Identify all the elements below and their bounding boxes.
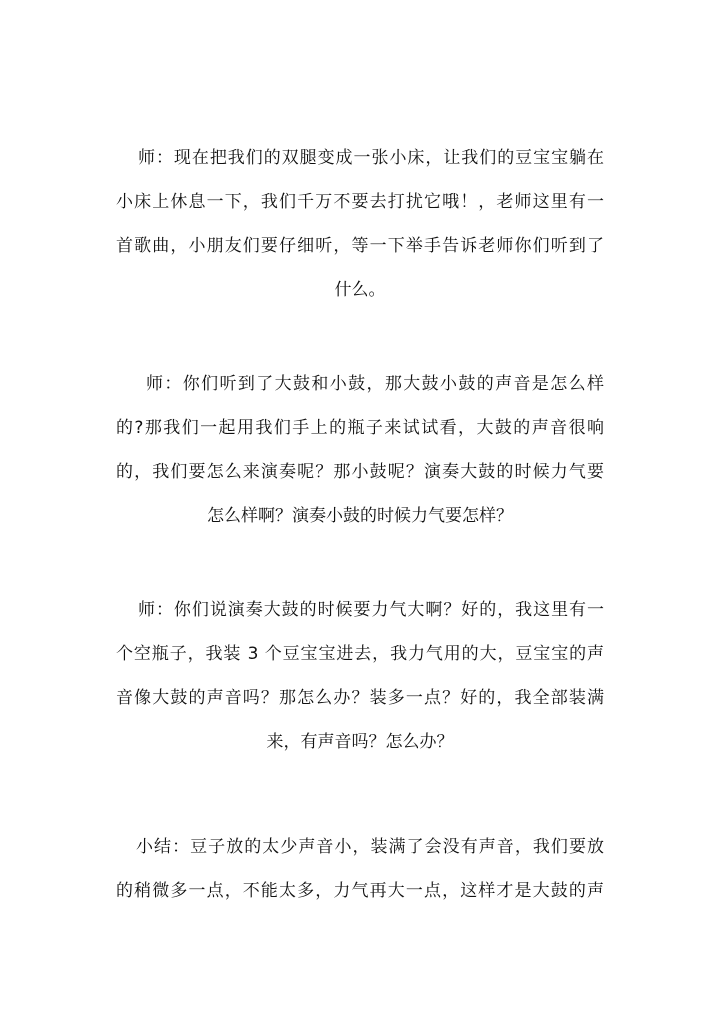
paragraph-line: 的，我们要怎么来演奏呢？那小鼓呢？演奏大鼓的时候力气要 bbox=[116, 462, 604, 482]
paragraph-line: 首歌曲，小朋友们要仔细听，等一下举手告诉老师你们听到了 bbox=[116, 236, 604, 256]
paragraph-line: 的?那我们一起用我们手上的瓶子来试试看，大鼓的声音很响 bbox=[116, 418, 604, 438]
paragraph-1 bbox=[116, 136, 604, 312]
paragraph-3 bbox=[116, 588, 604, 764]
paragraph-line: 师：你们听到了大鼓和小鼓，那大鼓小鼓的声音是怎么样 bbox=[146, 374, 604, 394]
paragraph-line: 个空瓶子，我装 3 个豆宝宝进去，我力气用的大，豆宝宝的声 bbox=[116, 644, 604, 664]
paragraph-4 bbox=[116, 825, 604, 913]
paragraph-line: 什么。 bbox=[334, 280, 386, 300]
paragraph-line: 怎么样啊？演奏小鼓的时候力气要怎样？ bbox=[207, 506, 513, 526]
paragraph-line: 师：现在把我们的双腿变成一张小床，让我们的豆宝宝躺在 bbox=[138, 148, 604, 168]
paragraph-line: 的稍微多一点，不能太多，力气再大一点，这样才是大鼓的声 bbox=[116, 881, 604, 901]
paragraph-line: 师：你们说演奏大鼓的时候要力气大啊？好的，我这里有一 bbox=[138, 600, 604, 620]
paragraph-2 bbox=[116, 362, 604, 538]
paragraph-line: 音像大鼓的声音吗？那怎么办？装多一点？好的，我全部装满 bbox=[116, 688, 604, 708]
paragraph-line: 小床上休息一下，我们千万不要去打扰它哦！，老师这里有一 bbox=[116, 192, 604, 212]
paragraph-line: 来，有声音吗？怎么办？ bbox=[266, 732, 454, 752]
paragraph-line: 小结：豆子放的太少声音小，装满了会没有声音，我们要放 bbox=[136, 837, 604, 857]
